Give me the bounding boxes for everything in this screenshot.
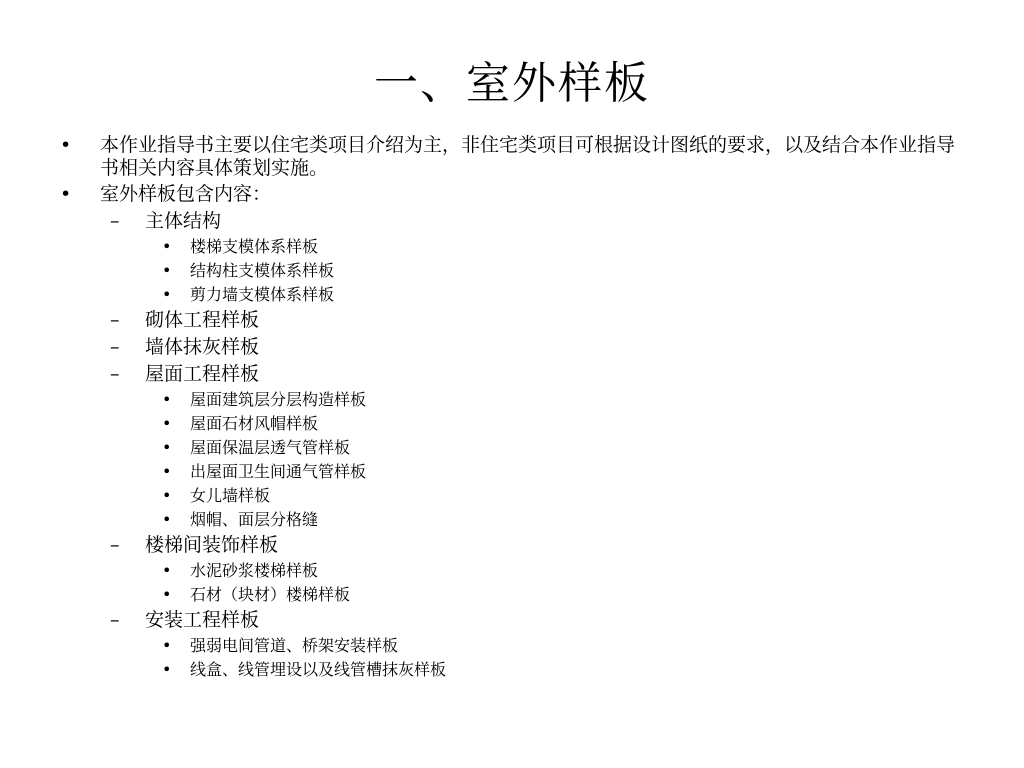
sub-item-text: 楼梯间装饰样板 [145,534,279,556]
list-item-text: 本作业指导书主要以住宅类项目介绍为主，非住宅类项目可根据设计图纸的要求，以及结合本作业指导书相关内容具体策划实施。 [100,134,956,179]
detail-item [60,510,970,530]
bullet-dot-icon: • [162,261,172,280]
sub-item-text: 安装工程样板 [145,609,260,631]
sub-item-text: 砌体工程样板 [145,309,260,331]
detail-item-text: 屋面建筑层分层构造样板 [190,390,367,409]
detail-item [60,285,970,305]
bullet-dot-icon: • [162,636,172,655]
sub-item-wall-plaster [60,336,970,359]
detail-item-text: 强弱电间管道、桥架安装样板 [190,636,399,655]
bullet-dot-icon: • [162,561,172,580]
bullet-dot-icon: • [162,660,172,679]
bullet-dash-icon: – [110,609,120,631]
bullet-dot-icon: • [60,134,72,156]
bullet-dash-icon: – [110,309,120,331]
detail-item [60,462,970,482]
sub-item-main-structure [60,210,970,233]
bullet-dash-icon: – [110,210,120,232]
detail-item-text: 石材（块材）楼梯样板 [190,585,351,604]
detail-item [60,237,970,257]
detail-item-text: 屋面石材风帽样板 [190,414,319,433]
bullet-dot-icon: • [60,183,72,205]
bullet-dot-icon: • [162,390,172,409]
bullet-list [60,134,970,680]
sub-item-text: 主体结构 [145,210,222,232]
bullet-dot-icon: • [162,285,172,304]
sub-item-installation [60,609,970,632]
detail-item-text: 屋面保温层透气管样板 [190,438,351,457]
bullet-dash-icon: – [110,363,120,385]
sub-item-text: 屋面工程样板 [145,363,260,385]
detail-item-text: 出屋面卫生间通气管样板 [190,462,367,481]
list-item-intro [60,134,970,180]
sub-item-masonry [60,309,970,332]
detail-item-text: 线盒、线管埋设以及线管槽抹灰样板 [190,660,447,679]
detail-item [60,414,970,434]
detail-item-text: 烟帽、面层分格缝 [190,510,319,529]
detail-item-text: 水泥砂浆楼梯样板 [190,561,319,580]
bullet-dot-icon: • [162,237,172,256]
sub-item-text: 墙体抹灰样板 [145,336,260,358]
sub-item-roofing [60,363,970,386]
detail-item-text: 楼梯支模体系样板 [190,237,319,256]
detail-item [60,561,970,581]
slide-title: 一、室外样板 [374,58,650,109]
detail-item [60,261,970,281]
bullet-dash-icon: – [110,534,120,556]
detail-item [60,660,970,680]
detail-item [60,390,970,410]
bullet-dot-icon: • [162,585,172,604]
detail-item [60,486,970,506]
sub-item-stairwell [60,534,970,557]
bullet-dash-icon: – [110,336,120,358]
bullet-dot-icon: • [162,414,172,433]
detail-item-text: 女儿墙样板 [190,486,271,505]
detail-item [60,636,970,656]
list-item-contents [60,183,970,206]
bullet-dot-icon: • [162,510,172,529]
detail-item-text: 剪力墙支模体系样板 [190,285,335,304]
list-item-text: 室外样板包含内容： [100,183,272,205]
bullet-dot-icon: • [162,462,172,481]
bullet-dot-icon: • [162,438,172,457]
detail-item-text: 结构柱支模体系样板 [190,261,335,280]
bullet-dot-icon: • [162,486,172,505]
detail-item [60,585,970,605]
detail-item [60,438,970,458]
